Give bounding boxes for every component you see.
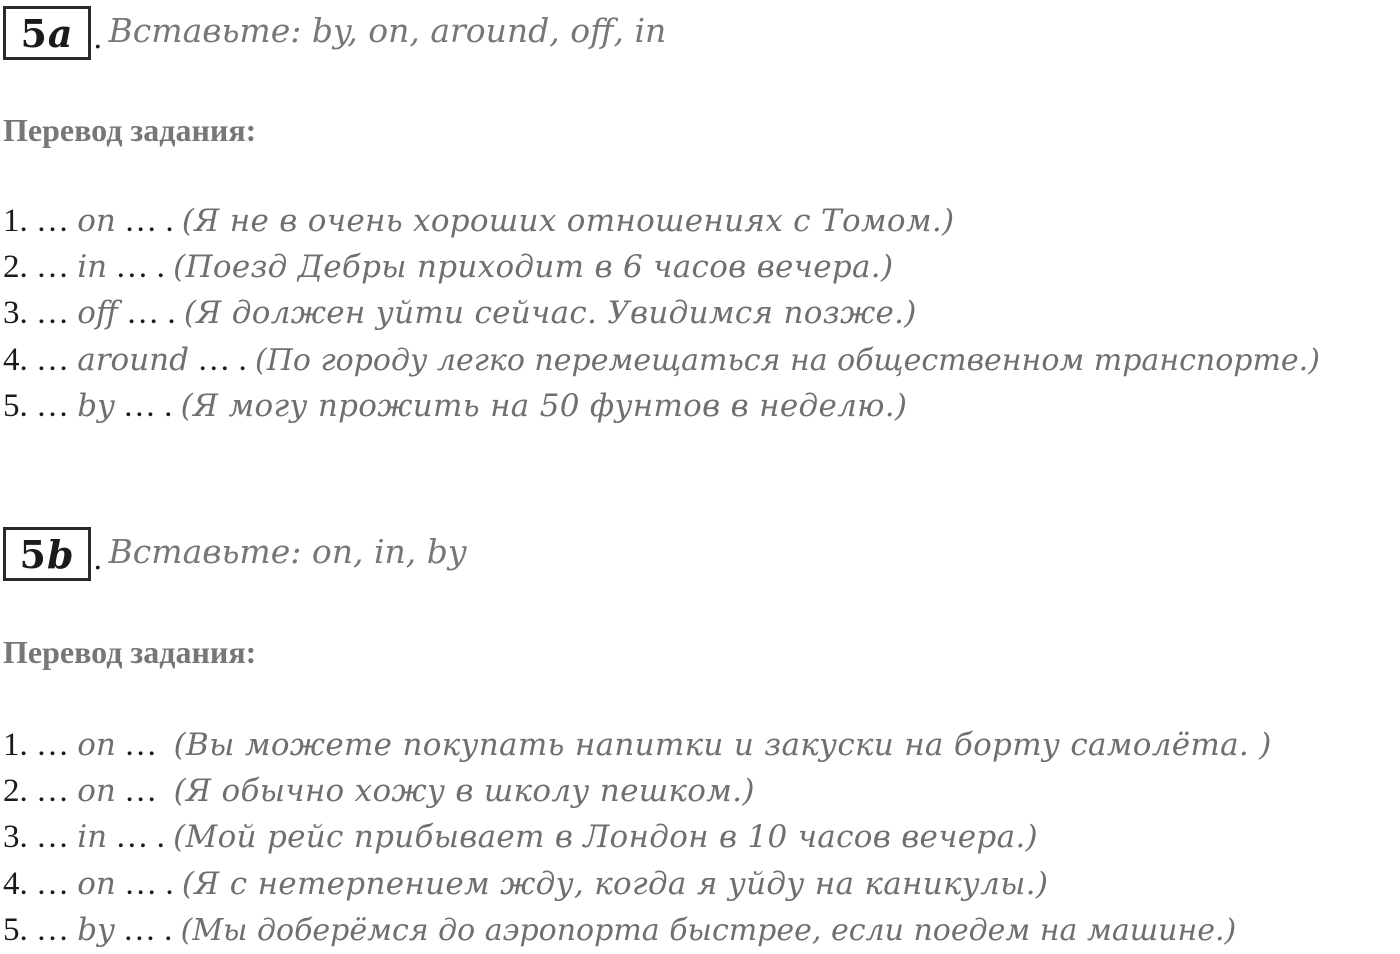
- task-instruction: Вставьте: on, in, by: [108, 532, 467, 571]
- item-number: 1.: [3, 727, 28, 763]
- task-number: 5: [20, 10, 48, 56]
- item-translation: (Я могу прожить на 50 фунтов в неделю.): [180, 387, 908, 424]
- item-number: 4.: [3, 341, 28, 378]
- item-translation: (Я должен уйти сейчас. Увидимся позже.): [183, 295, 917, 332]
- list-item: [3, 337, 1320, 383]
- item-ellipsis: … .: [117, 295, 184, 332]
- task-dot: .: [93, 21, 103, 56]
- item-answer-word: by: [77, 387, 115, 424]
- item-answer-word: on: [77, 727, 116, 763]
- item-ellipsis: …: [27, 295, 78, 332]
- list-item: [3, 383, 1320, 429]
- item-ellipsis: … .: [114, 387, 181, 424]
- list-item: [3, 907, 1272, 953]
- item-translation: (Вы можете покупать напитки и закуски на борту самолёта. ): [173, 727, 1272, 763]
- item-answer-word: by: [77, 911, 115, 948]
- task-header-5b: [3, 527, 467, 581]
- list-item: [3, 768, 1272, 814]
- item-number: 2.: [3, 249, 28, 286]
- item-ellipsis: …: [27, 249, 78, 286]
- item-translation: (Мой рейс прибывает в Лондон в 10 часов вечера.): [173, 819, 1038, 856]
- item-translation: (Я с нетерпением жду, когда я уйду на каникулы.): [181, 865, 1049, 902]
- task-number-box: [3, 527, 91, 581]
- item-ellipsis: …: [27, 387, 78, 424]
- task-letter: b: [46, 531, 75, 577]
- list-item: [3, 861, 1272, 907]
- list-item: [3, 198, 1320, 244]
- item-ellipsis: … .: [115, 203, 182, 239]
- item-ellipsis: … .: [115, 865, 182, 902]
- item-ellipsis: … .: [107, 249, 174, 286]
- item-ellipsis: …: [115, 773, 174, 810]
- list-item: [3, 814, 1272, 860]
- item-ellipsis: … .: [189, 341, 255, 378]
- item-number: 4.: [3, 865, 28, 902]
- list-item: [3, 722, 1272, 768]
- item-ellipsis: …: [27, 865, 78, 902]
- item-translation: (Поезд Дебры приходит в 6 часов вечера.): [173, 249, 894, 286]
- list-item: [3, 244, 1320, 290]
- item-ellipsis: …: [27, 203, 78, 239]
- translation-heading: Перевод задания:: [3, 634, 257, 670]
- answer-list-5a: [3, 198, 1320, 429]
- item-answer-word: off: [77, 295, 118, 332]
- item-number: 3.: [3, 295, 28, 332]
- task-dot: .: [93, 542, 103, 577]
- task-instruction: Вставьте: by, on, around, off, in: [108, 11, 667, 50]
- list-item: [3, 290, 1320, 336]
- item-translation: (Мы доберёмся до аэропорта быстрее, если поедем на машине.): [180, 912, 1237, 948]
- item-answer-word: in: [77, 819, 108, 856]
- item-ellipsis: … .: [114, 911, 181, 948]
- item-answer-word: around: [77, 341, 189, 378]
- item-ellipsis: …: [27, 911, 78, 948]
- item-number: 5.: [3, 911, 28, 948]
- item-answer-word: on: [77, 203, 116, 239]
- item-translation: (По городу легко перемещаться на общественном транспорте.): [255, 342, 1320, 378]
- item-ellipsis: …: [27, 819, 78, 856]
- item-answer-word: on: [77, 865, 116, 902]
- item-ellipsis: … .: [107, 819, 174, 856]
- task-number-box: [3, 6, 91, 60]
- item-number: 5.: [3, 387, 28, 424]
- item-answer-word: on: [77, 773, 116, 810]
- item-ellipsis: …: [27, 727, 78, 763]
- task-letter: a: [47, 10, 74, 56]
- item-ellipsis: …: [27, 341, 78, 378]
- item-number: 2.: [3, 773, 28, 810]
- item-number: 3.: [3, 819, 28, 856]
- item-translation: (Я не в очень хороших отношениях с Томом.): [181, 203, 955, 239]
- item-number: 1.: [3, 203, 28, 239]
- item-translation: (Я обычно хожу в школу пешком.): [173, 773, 755, 810]
- item-ellipsis: …: [27, 773, 78, 810]
- task-header-5a: [3, 6, 666, 60]
- item-answer-word: in: [77, 249, 108, 286]
- translation-heading: Перевод задания:: [3, 112, 257, 148]
- task-number: 5: [19, 531, 47, 577]
- item-ellipsis: …: [115, 727, 174, 763]
- answer-list-5b: [3, 722, 1272, 953]
